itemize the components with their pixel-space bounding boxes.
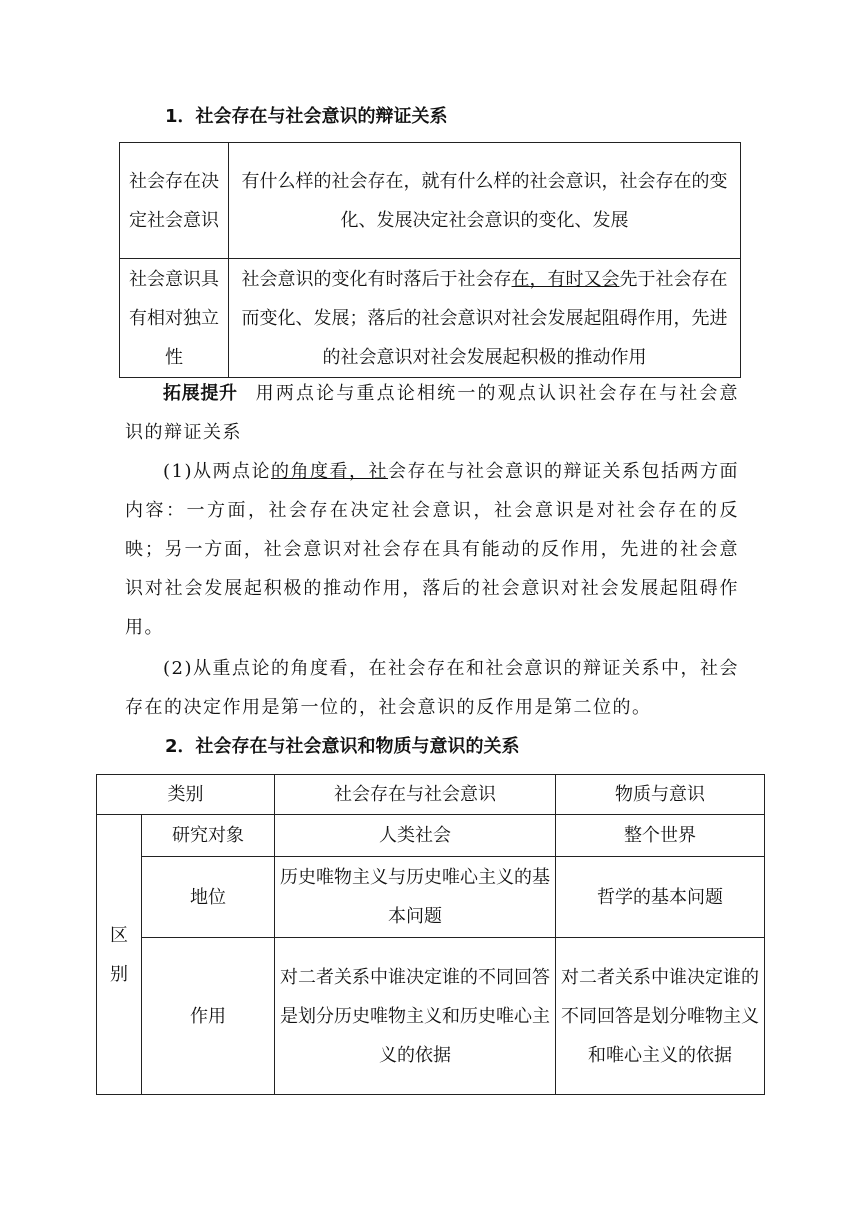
extension-label: 拓展提升 — [163, 383, 238, 404]
aspect-object: 研究对象 — [142, 815, 275, 857]
cell-matter-status: 哲学的基本问题 — [556, 857, 765, 938]
group-label-text: 区别 — [110, 924, 128, 985]
section-1-heading: 1．社会存在与社会意识的辩证关系 — [165, 106, 448, 127]
table-row — [120, 259, 741, 378]
point-text: 会存在与社会意识的辩证关系包括两方面内容：一方面，社会存在决定社会意识，社会意识是对社会存在的反映；另一方面，社会意识对社会存在具有能动的反作用，先进的社会意识对社会发展起积极的推动作用，落后的社会意识对社会发展起阻碍作用。 — [125, 461, 739, 638]
cell-matter-role: 对二者关系中谁决定谁的不同回答是划分唯物主义和唯心主义的依据 — [556, 938, 765, 1095]
dialectical-relation-table — [119, 142, 741, 378]
cell-social-role: 对二者关系中谁决定谁的不同回答是划分历史唯物主义和历史唯心主义的依据 — [275, 938, 556, 1095]
underlined-text: 在，有时又会 — [511, 268, 620, 290]
content-text: 社会意识的变化有时落后于社会存 — [241, 268, 512, 290]
row-content-independence — [229, 259, 741, 378]
extension-text: 用两点论与重点论相统一的观点认识社会存在与社会意识的辩证关系 — [125, 383, 740, 443]
cell-social-status: 历史唯物主义与历史唯心主义的基本问题 — [275, 857, 556, 938]
extension-point-1 — [125, 452, 739, 647]
table-row — [97, 938, 765, 1095]
table-header-row — [97, 775, 765, 815]
aspect-status: 地位 — [142, 857, 275, 938]
underlined-text: 的角度看，社 — [271, 461, 388, 482]
row-label-determines: 社会存在决定社会意识 — [120, 143, 229, 259]
header-social: 社会存在与社会意识 — [275, 775, 556, 815]
header-category: 类别 — [97, 775, 275, 815]
row-content-determines: 有什么样的社会存在，就有什么样的社会意识，社会存在的变化、发展决定社会意识的变化、发展 — [229, 143, 741, 259]
extension-intro — [125, 374, 739, 452]
point-text: (1)从两点论 — [163, 461, 271, 482]
table-row — [120, 143, 741, 259]
cell-matter-object: 整个世界 — [556, 815, 765, 857]
extension-point-2: (2)从重点论的角度看，在社会存在和社会意识的辩证关系中，社会存在的决定作用是第一位的，社会意识的反作用是第二位的。 — [125, 658, 739, 718]
content-text: 先于社会存在而变化、发展；落后的社会意识对社会发展起阻碍作用，先进的社会意识对社会发展起积极的推动作用 — [241, 268, 728, 368]
row-label-independence: 社会意识具有相对独立性 — [120, 259, 229, 378]
cell-social-object: 人类社会 — [275, 815, 556, 857]
comparison-table — [96, 774, 765, 1095]
table-row — [97, 815, 765, 857]
header-matter: 物质与意识 — [556, 775, 765, 815]
aspect-role: 作用 — [142, 938, 275, 1095]
group-label-difference — [97, 815, 142, 1095]
section-2-heading: 2．社会存在与社会意识和物质与意识的关系 — [165, 736, 520, 757]
table-row — [97, 857, 765, 938]
